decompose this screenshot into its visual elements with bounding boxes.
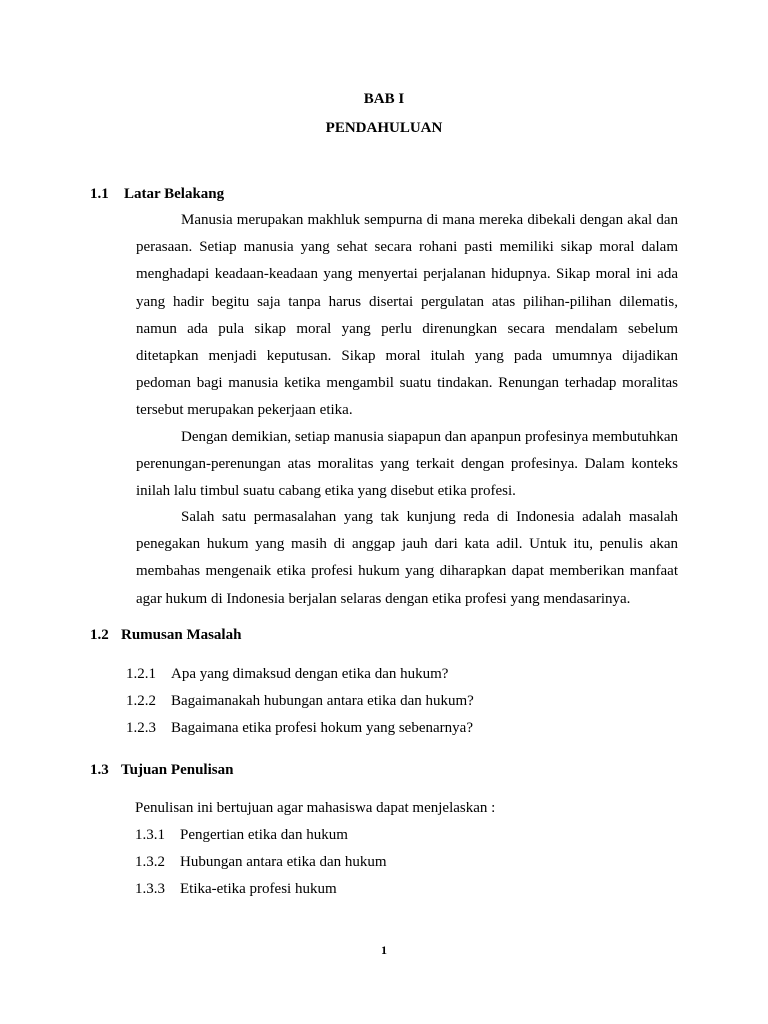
- paragraph-text: Salah satu permasalahan yang tak kunjung reda di Indonesia adalah masalah penegakan hukum yang masih di anggap jauh dari kata adil. Untuk itu, penulis akan membahas mengenaik etika profesi hukum yang diharapkan dapat memberikan manfaat agar hukum di Indonesia berjalan selaras dengan etika profesi yang mendasarinya.: [136, 509, 678, 607]
- section-heading-tujuan-penulisan: [90, 762, 233, 779]
- paragraph-text: Dengan demikian, setiap manusia siapapun dan apanpun profesinya membutuhkan perenungan-perenungan atas moralitas yang terkait dengan profesinya. Dalam konteks inilah lalu timbul suatu cabang etika yang disebut etika profesi.: [136, 429, 678, 500]
- section-number: 1.1: [90, 186, 109, 202]
- list-item: [126, 720, 473, 737]
- list-item-number: 1.2.1: [126, 666, 156, 682]
- list-item-text: Hubungan antara etika dan hukum: [180, 854, 387, 870]
- section-number: 1.2: [90, 627, 109, 643]
- page-number: 1: [381, 943, 387, 957]
- chapter-title: PENDAHULUAN: [325, 120, 443, 136]
- list-item: [135, 827, 348, 844]
- paragraph-1: [136, 207, 678, 425]
- list-item-number: 1.3.1: [135, 827, 165, 843]
- list-item: [126, 693, 474, 710]
- section-intro: Penulisan ini bertujuan agar mahasiswa dapat menjelaskan :: [135, 800, 496, 816]
- list-item-number: 1.2.3: [126, 720, 156, 736]
- list-item-number: 1.3.2: [135, 854, 165, 870]
- list-item: [126, 666, 448, 683]
- list-item-text: Apa yang dimaksud dengan etika dan hukum?: [171, 666, 449, 682]
- section-title: Latar Belakang: [124, 186, 225, 202]
- paragraph-3: [136, 504, 678, 613]
- section-heading-latar-belakang: [90, 186, 224, 203]
- section-title: Rumusan Masalah: [121, 627, 242, 643]
- list-item-text: Bagaimanakah hubungan antara etika dan hukum?: [171, 693, 474, 709]
- paragraph-2: [136, 424, 678, 506]
- list-item-number: 1.3.3: [135, 881, 165, 897]
- section-heading-rumusan-masalah: [90, 627, 241, 644]
- list-item-text: Pengertian etika dan hukum: [180, 827, 348, 843]
- list-item: [135, 854, 387, 871]
- list-item-text: Etika-etika profesi hukum: [180, 881, 337, 897]
- list-item: [135, 881, 337, 898]
- list-item-number: 1.2.2: [126, 693, 156, 709]
- section-title: Tujuan Penulisan: [121, 762, 234, 778]
- list-item-text: Bagaimana etika profesi hokum yang sebenarnya?: [171, 720, 473, 736]
- section-number: 1.3: [90, 762, 109, 778]
- chapter-number: BAB I: [363, 91, 405, 107]
- paragraph-text: Manusia merupakan makhluk sempurna di mana mereka dibekali dengan akal dan perasaan. Setiap manusia yang sehat secara rohani pasti memiliki sikap moral dalam menghadapi keadaan-keadaan yang menyertai perjalanan hidupnya. Sikap moral ini ada yang hadir begitu saja tanpa harus disertai pergulatan atas pilihan-pilihan dilematis, namun ada pula sikap moral yang perlu direnungkan secara mendalam sebelum ditetapkan menjadi keputusan. Sikap moral itulah yang pada umumnya dijadikan pedoman bagi manusia ketika mengambil suatu tindakan. Renungan terhadap moralitas tersebut merupakan pekerjaan etika.: [136, 212, 678, 419]
